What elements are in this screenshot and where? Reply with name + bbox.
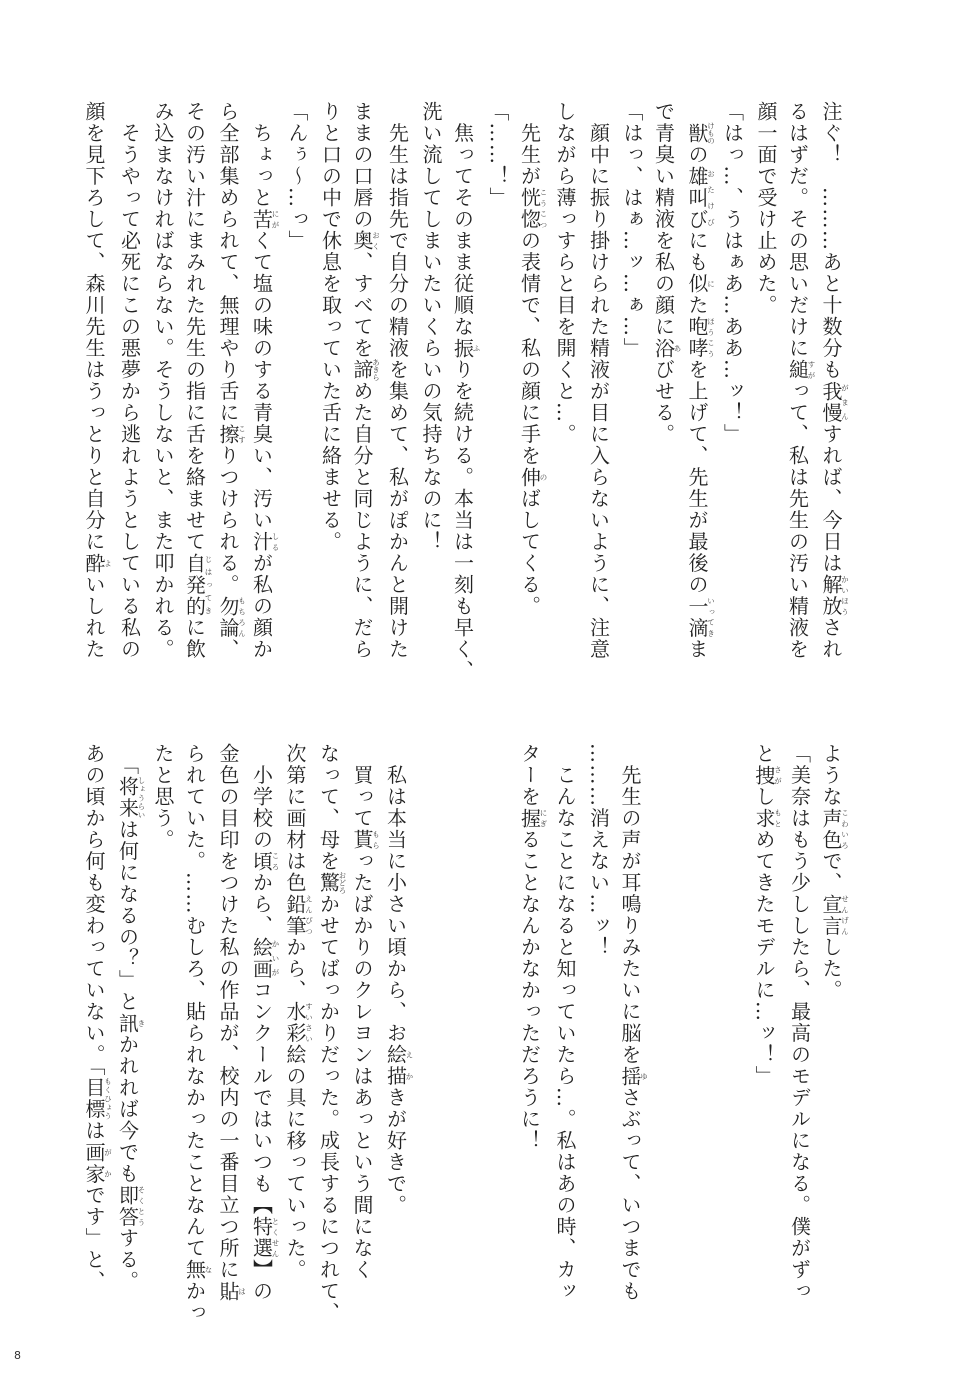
ruby-reading: さが: [773, 764, 783, 786]
ruby-reading: せんげん: [840, 893, 850, 937]
text-column: 焦ってそのまま従順な振ふりを続ける。本当は一刻も早く、: [450, 101, 481, 682]
text-column: ………消えない…ッ！: [586, 743, 611, 958]
ruby-reading: ふ: [472, 337, 481, 359]
text-column: しながら薄っすらと目を開くと…。: [553, 101, 577, 445]
ruby-annotation: 声色こわいろ: [819, 807, 850, 851]
ruby-annotation: 貰もら: [350, 829, 381, 851]
ruby-annotation: 浴あ: [651, 337, 682, 359]
text-column: 「……！」: [486, 101, 510, 209]
ruby-annotation: 宣言せんげん: [819, 893, 850, 937]
text-column: られていた。……むしろ、貼られなかったことなんて無なかっ: [182, 743, 213, 1324]
ruby-annotation: 画家がか: [82, 1141, 113, 1185]
ruby-reading: もと: [773, 807, 783, 829]
ruby-annotation: 雄叫びおたけび: [685, 165, 716, 230]
text-column: ら全部集められて、無理やり舌に擦こすりつけられる。勿論もちろん、: [216, 101, 247, 660]
text-column: そうやって必死にこの悪夢から逃れようとしている私の: [117, 101, 142, 660]
ruby-reading: かいほう: [840, 574, 850, 617]
text-column: 買って貰もらったばかりのクレヨンはあっという間になく: [350, 743, 381, 1281]
text-column: たと思う。: [151, 743, 175, 851]
ruby-annotation: 求もと: [752, 807, 783, 829]
ruby-annotation: 我慢がまん: [819, 380, 850, 424]
ruby-reading: いってき: [706, 595, 716, 639]
text-column: 小学校の頃ころから、絵画かいがコンクールではいつも【特選とくせん】の: [249, 743, 280, 1302]
ruby-reading: もくひょう: [103, 1077, 113, 1120]
text-column: 金色の目印をつけた私の作品が、校内の一番目立つ所に貼は: [216, 743, 247, 1302]
ruby-annotation: 貼は: [216, 1280, 247, 1302]
ruby-annotation: 獣けもの: [685, 122, 716, 145]
ruby-reading: き: [137, 1012, 146, 1034]
ruby-annotation: 絵描えか: [383, 1044, 414, 1087]
ruby-annotation: 揺ゆ: [618, 1065, 649, 1087]
ruby-reading: がまん: [840, 380, 850, 424]
ruby-reading: もら: [371, 829, 381, 851]
text-column: 獣けものの雄叫びおたけびにも似にた咆哮ほうこうを上げて、先生が最後の一滴いってきま: [685, 122, 716, 660]
text-column: ターを握にぎることなんかなかっただろうに！: [517, 743, 548, 1152]
ruby-annotation: 振ふ: [450, 337, 481, 359]
ruby-annotation: 目標もくひょう: [82, 1077, 113, 1120]
ruby-annotation: 奥おく: [350, 230, 381, 252]
blank-column: [715, 743, 749, 1305]
ruby-annotation: 捜さが: [752, 764, 783, 786]
ruby-annotation: 特選とくせん: [249, 1216, 280, 1259]
ruby-reading: の: [539, 466, 548, 488]
ruby-reading: ほうこう: [706, 316, 716, 359]
ruby-annotation: 水彩すいさい: [283, 1001, 314, 1044]
text-column: 先生の声が耳鳴りみたいに脳を揺ゆさぶって、いつまでも: [618, 743, 649, 1302]
ruby-annotation: 縋すが: [785, 359, 816, 381]
text-column: 次第に画材は色鉛筆えんぴつから、水彩すいさい絵の具に移っていった。: [283, 743, 314, 1281]
ruby-annotation: 酔よ: [82, 552, 113, 574]
text-block-bottom: [79, 743, 850, 1324]
ruby-reading: がか: [103, 1141, 113, 1185]
text-column: なって、母を驚おどろかせてばっかりだった。成長するにつれて、: [316, 743, 347, 1324]
ruby-reading: かいが: [271, 936, 280, 980]
ruby-reading: に: [706, 273, 716, 295]
ruby-reading: こわいろ: [840, 807, 850, 851]
text-column: その汚い汁にまみれた先生の指に舌を絡ませて自発的じはってきに飲: [182, 101, 213, 660]
blank-column: [682, 743, 716, 1305]
text-column: 「美奈はもう少ししたら、最高のモデルになる。僕がずっ: [787, 743, 812, 1302]
ruby-reading: えんぴつ: [304, 893, 314, 937]
blank-column: [481, 743, 515, 1305]
ruby-annotation: 将来しょうらい: [115, 776, 146, 819]
ruby-reading: よ: [103, 552, 113, 574]
ruby-annotation: 苦にが: [249, 208, 280, 230]
ruby-reading: おどろ: [338, 871, 347, 894]
ruby-annotation: 一滴いってき: [685, 595, 716, 639]
text-column: 私は本当に小さい頃から、お絵描えかきが好きで。: [383, 743, 414, 1216]
text-column: ままの口唇の奥おく、すべてを諦あきらめた自分と同じように、だら: [350, 101, 381, 660]
ruby-reading: は: [237, 1280, 247, 1302]
ruby-annotation: 鉛筆えんぴつ: [283, 893, 314, 937]
ruby-annotation: 絵画かいが: [249, 936, 280, 980]
ruby-reading: そくとう: [137, 1184, 146, 1228]
ruby-reading: にぎ: [539, 807, 548, 829]
text-column: 注ぐ！ ………あと十数分も我慢がまんすれば、今日は解放かいほうされ: [819, 101, 850, 660]
text-column: で青臭い精液を私の顔に浴あびせる。: [651, 101, 682, 445]
text-block-top: [79, 101, 850, 682]
ruby-reading: にが: [271, 208, 280, 230]
text-column: ような声色こわいろで、宣言せんげんした。: [819, 743, 850, 1001]
blank-column: [414, 743, 448, 1305]
text-column: ちょっと苦にがくて塩の味のする青臭い、汚い汁しるが私の顔か: [249, 101, 280, 660]
ruby-reading: しる: [271, 531, 280, 553]
ruby-reading: あきら: [371, 358, 381, 381]
ruby-reading: おく: [371, 230, 381, 252]
ruby-annotation: 即答そくとう: [115, 1184, 146, 1228]
ruby-annotation: 諦あきら: [350, 358, 381, 381]
text-column: 「んぅ～…っ」: [285, 101, 309, 252]
ruby-reading: な: [204, 1259, 213, 1281]
text-column: 先生は指先で自分の精液を集めて、私がぽかんと開けた: [385, 101, 410, 660]
ruby-annotation: 勿論もちろん: [216, 595, 247, 639]
text-column: こんなことになると知っていたら…。私はあの時、カッ: [553, 743, 577, 1302]
ruby-annotation: 咆哮ほうこう: [685, 316, 716, 359]
ruby-reading: もちろん: [237, 595, 247, 639]
page-number: 8: [14, 1349, 21, 1362]
text-column: 「将来しょうらいは何になるの？」と訊きかれれば今でも即答そくとうする。: [115, 743, 146, 1292]
ruby-annotation: 恍惚こうこつ: [517, 187, 548, 230]
ruby-reading: えか: [405, 1044, 414, 1087]
ruby-annotation: 驚おどろ: [316, 871, 347, 894]
ruby-annotation: 握にぎ: [517, 807, 548, 829]
ruby-reading: こうこつ: [539, 187, 548, 230]
text-column: 「はっ…、うはぁあ…ああ…ッ！」: [720, 101, 745, 445]
text-column: 先生が恍惚こうこつの表情で、私の顔に手を伸のばしてくる。: [517, 101, 548, 617]
text-column: 洗い流してしまいたいくらいの気持ちなのに！: [419, 101, 443, 553]
blank-column: [447, 743, 481, 1305]
ruby-annotation: 似に: [685, 273, 716, 295]
ruby-reading: ころ: [271, 850, 280, 872]
ruby-annotation: 自発的じはってき: [182, 552, 213, 617]
ruby-reading: とくせん: [271, 1216, 280, 1259]
text-column: りと口の中で休息を取っていた舌に絡ませる。: [318, 101, 343, 553]
ruby-reading: けもの: [706, 122, 716, 145]
ruby-reading: すいさい: [304, 1001, 314, 1044]
ruby-reading: おたけび: [706, 165, 716, 230]
text-column: あの頃から何も変わっていない。「目標もくひょうは画家がかです」と、: [82, 743, 113, 1292]
ruby-reading: あ: [673, 337, 682, 359]
text-column: と捜さがし求もとめてきたモデルに…ッ！」: [752, 743, 783, 1087]
ruby-annotation: 汁しる: [249, 531, 280, 553]
blank-column: [648, 743, 682, 1305]
ruby-reading: ゆ: [639, 1065, 649, 1087]
text-column: 顔を見下ろして、森川先生はうっとりと自分に酔よいしれた: [82, 101, 113, 660]
ruby-annotation: 擦こす: [216, 423, 247, 445]
text-column: るはずだ。その思いだけに縋すがって、私は先生の汚い精液を: [785, 101, 816, 660]
ruby-reading: こす: [237, 423, 247, 445]
text-column: み込まなければならない。そうしないと、また叩かれる。: [151, 101, 175, 660]
ruby-reading: すが: [807, 359, 816, 381]
text-column: 「はっ、はぁ…ッ…ぁ…」: [620, 101, 644, 359]
text-column: 顔一面で受け止めた。: [754, 101, 778, 316]
ruby-annotation: 訊き: [115, 1012, 146, 1034]
ruby-annotation: 解放かいほう: [819, 574, 850, 617]
ruby-annotation: 伸の: [517, 466, 548, 488]
ruby-reading: しょうらい: [137, 776, 146, 819]
ruby-annotation: 無な: [182, 1259, 213, 1281]
text-column: 顔中に振り掛けられた精液が目に入らないように、注意: [586, 101, 611, 660]
ruby-annotation: 頃ころ: [249, 850, 280, 872]
ruby-reading: じはってき: [204, 552, 213, 617]
